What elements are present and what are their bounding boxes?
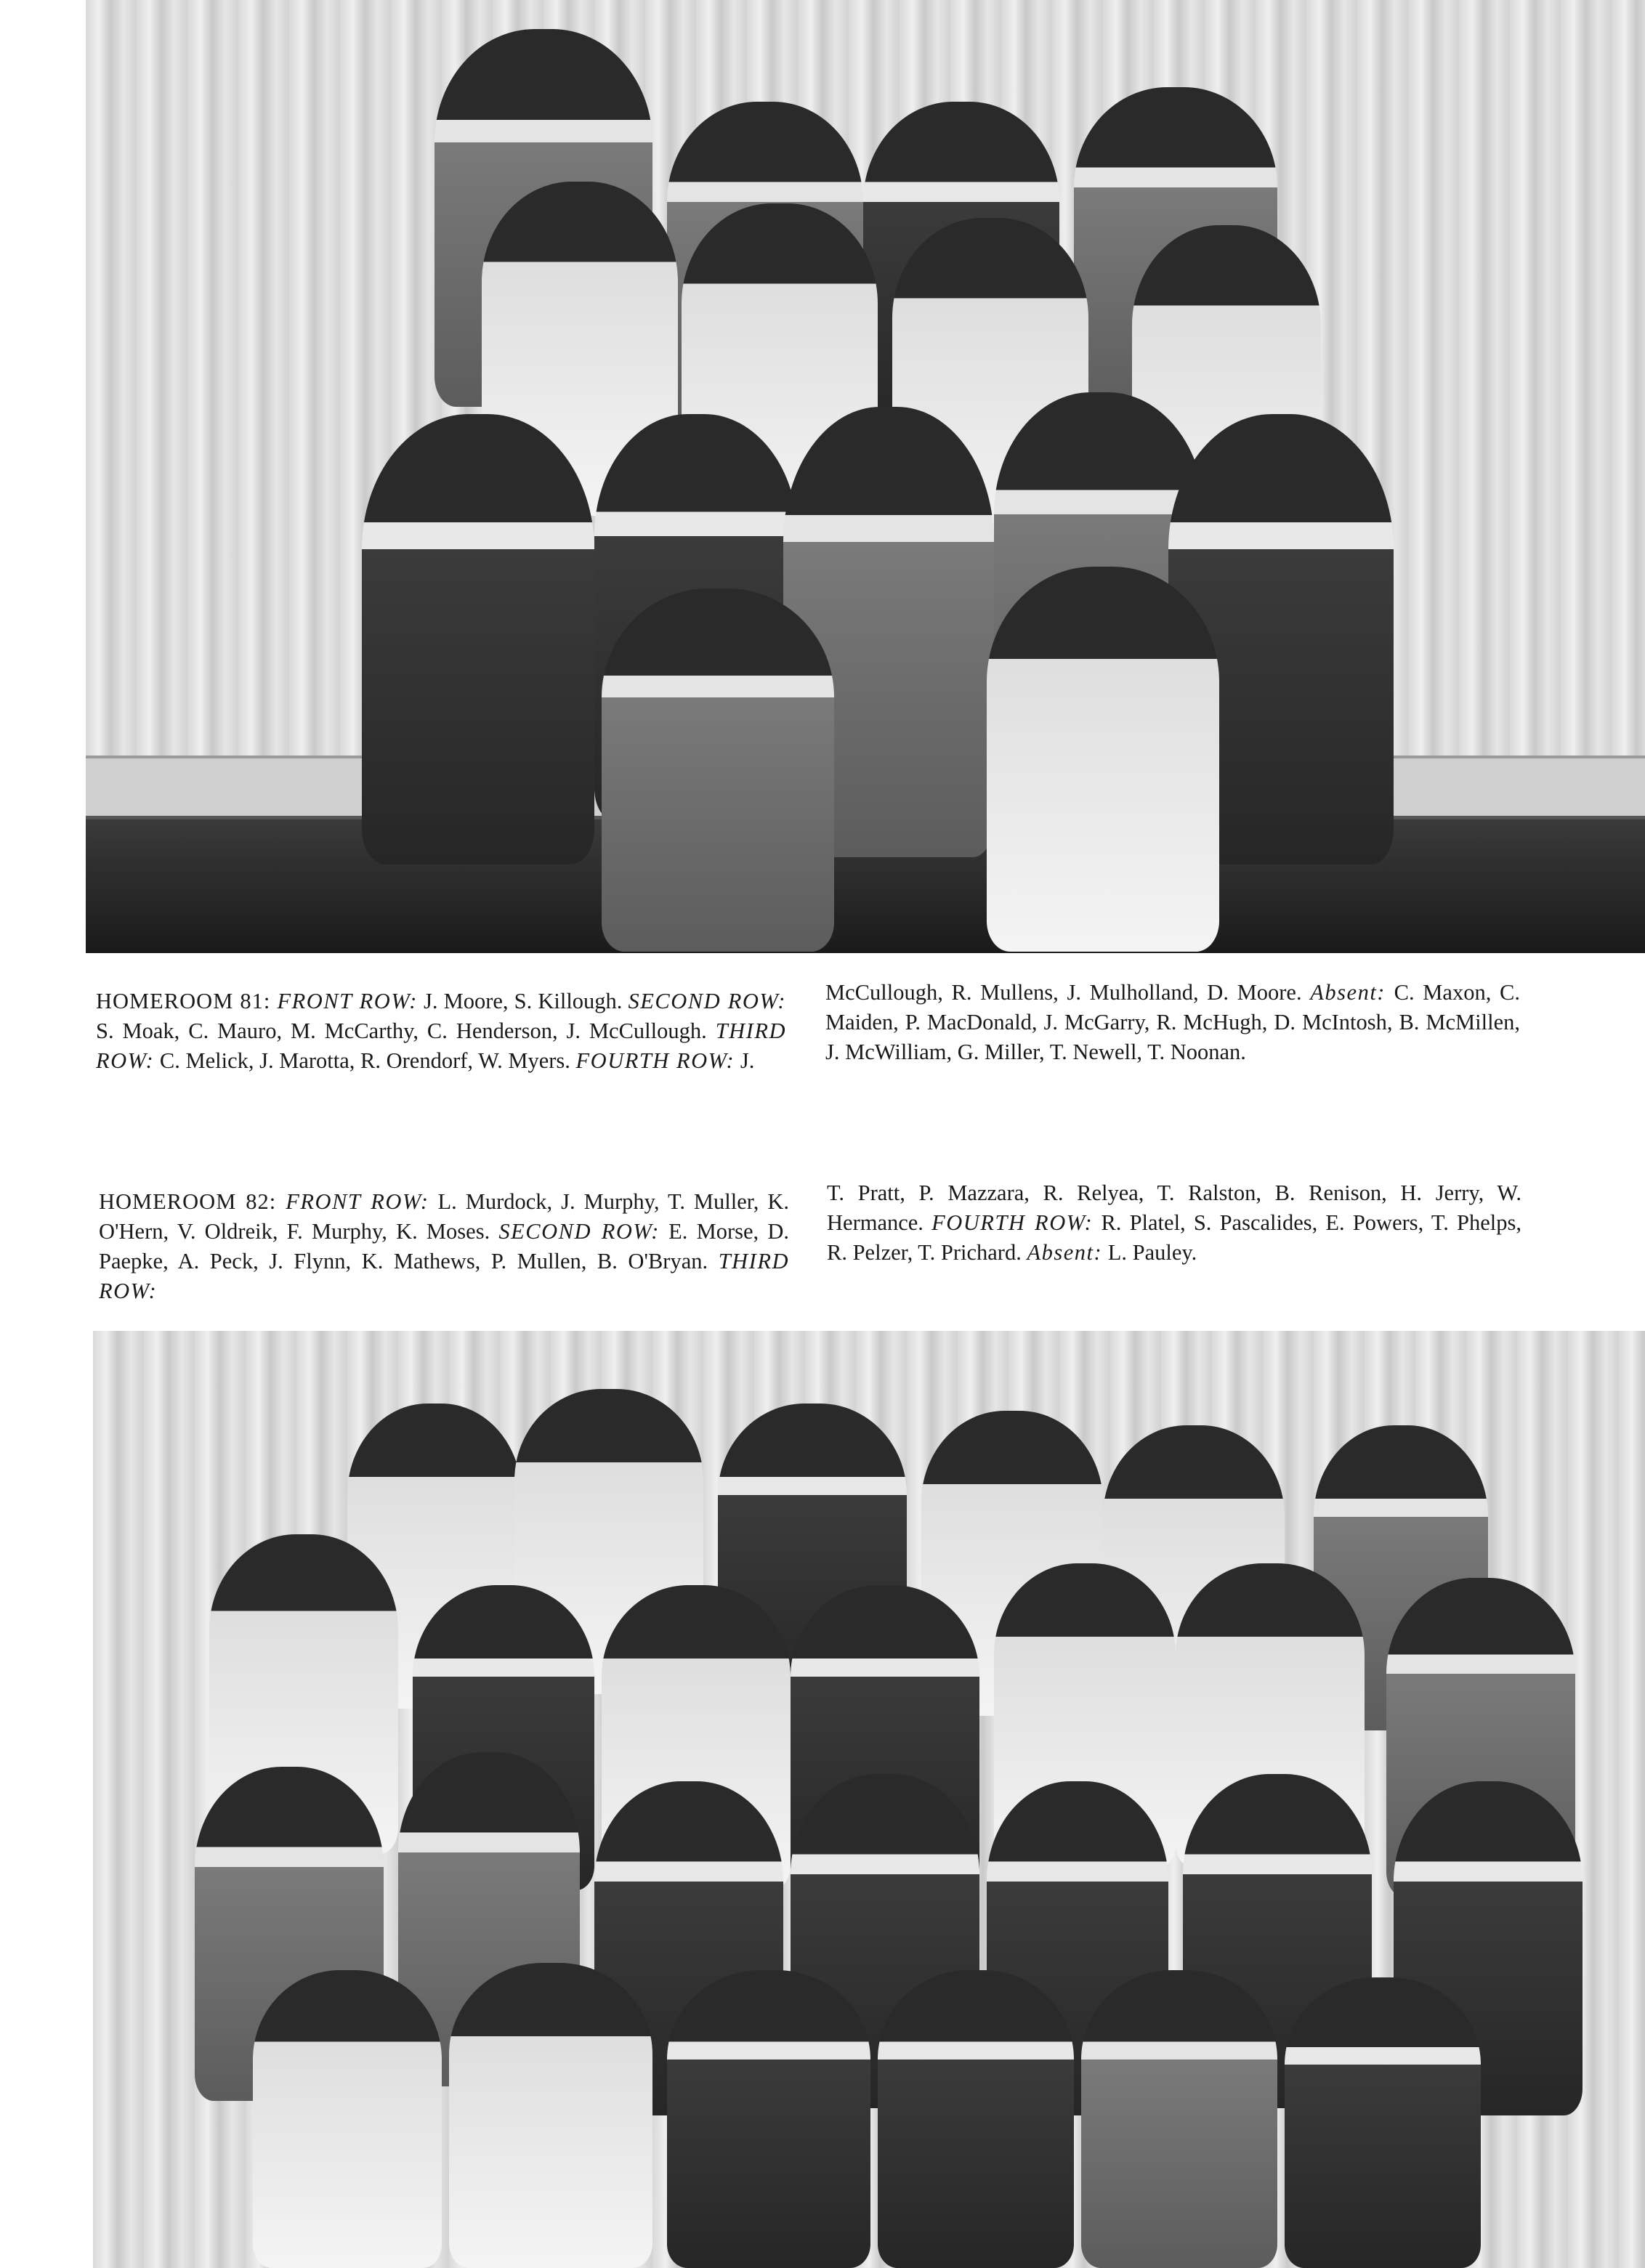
- caption-names: J. Moore, S. Killough.: [417, 989, 629, 1013]
- student-figure: [1285, 1977, 1481, 2268]
- homeroom-82-caption-right: [827, 1178, 1521, 1268]
- caption-row-label: Absent:: [1310, 980, 1386, 1005]
- homeroom-81-caption-right: [825, 978, 1520, 1067]
- caption-row-label: THIRD ROW:: [96, 1018, 786, 1073]
- caption-row-label: SECOND ROW:: [498, 1219, 660, 1244]
- student-figure: [987, 567, 1219, 952]
- caption-row-label: FRONT ROW:: [277, 989, 418, 1013]
- caption-segment: HOMEROOM 82:: [99, 1189, 286, 1214]
- student-figure: [1081, 1970, 1277, 2268]
- caption-names: R. Platel, S. Pascalides, E. Powers, T. Phelps, R. Pelzer, T. Prichard.: [827, 1210, 1521, 1265]
- caption-segment: HOMEROOM 81:: [96, 989, 278, 1013]
- caption-row-label: THIRD ROW:: [99, 1249, 789, 1303]
- caption-names: J.: [735, 1048, 755, 1073]
- caption-row-label: FOURTH ROW:: [931, 1210, 1094, 1235]
- caption-row-label: Absent:: [1027, 1240, 1103, 1265]
- student-figure: [667, 1970, 870, 2268]
- caption-names: T. Pratt, P. Mazzara, R. Relyea, T. Ralston, B. Renison, H. Jerry, W. Hermance.: [827, 1180, 1521, 1235]
- caption-names: L. Pauley.: [1102, 1240, 1197, 1265]
- caption-row-label: FOURTH ROW:: [575, 1048, 735, 1073]
- caption-row-label: FRONT ROW:: [286, 1189, 429, 1214]
- student-figure: [362, 414, 594, 864]
- caption-names: E. Morse, D. Paepke, A. Peck, J. Flynn, K. Mathews, P. Mullen, B. O'Bryan.: [99, 1219, 790, 1273]
- homeroom-82-group-photo: [93, 1331, 1645, 2268]
- homeroom-81-caption-left: [96, 987, 786, 1076]
- caption-names: C. Maxon, C. Maiden, P. MacDonald, J. McGarry, R. McHugh, D. McIntosh, B. McMillen, J. McWilliam, G. Miller, T. Newell, T. Noonan.: [825, 980, 1520, 1064]
- homeroom-82-caption-left: [99, 1187, 789, 1306]
- caption-names: C. Melick, J. Marotta, R. Orendorf, W. Myers.: [154, 1048, 576, 1073]
- student-figure: [449, 1963, 652, 2268]
- student-figure: [253, 1970, 442, 2268]
- caption-names: L. Murdock, J. Murphy, T. Muller, K. O'Hern, V. Oldreik, F. Murphy, K. Moses.: [99, 1189, 789, 1244]
- homeroom-81-group-photo: [86, 0, 1645, 953]
- caption-row-label: SECOND ROW:: [628, 989, 786, 1013]
- caption-names: McCullough, R. Mullens, J. Mulholland, D. Moore.: [825, 980, 1311, 1005]
- student-figure: [602, 588, 834, 952]
- student-figure: [878, 1970, 1074, 2268]
- caption-names: S. Moak, C. Mauro, M. McCarthy, C. Henderson, J. McCullough.: [96, 1018, 716, 1043]
